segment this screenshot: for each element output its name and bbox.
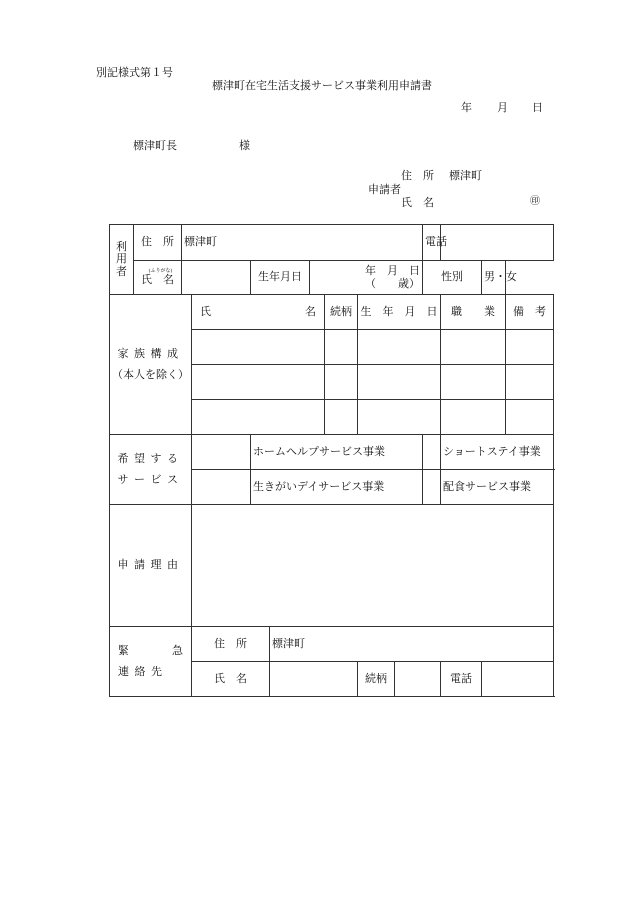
emergency-name-label: 氏 名 xyxy=(192,662,270,697)
family-col-birth: 生 年 月 日 xyxy=(358,295,441,330)
applicant-role-label: 申請者 xyxy=(368,183,401,196)
family-header-row xyxy=(110,295,554,330)
family-col-relation: 続柄 xyxy=(325,295,358,330)
service-checkbox-shortstay[interactable] xyxy=(423,435,441,470)
family-relation-cell[interactable] xyxy=(325,365,358,400)
emergency-address-label: 住 所 xyxy=(192,627,270,662)
emergency-phone-field[interactable] xyxy=(482,662,554,697)
family-birth-cell[interactable] xyxy=(358,365,441,400)
applicant-name-label: 氏 名 xyxy=(401,196,434,209)
seal-mark: ㊞ xyxy=(530,196,540,207)
document-title: 標津町在宅生活支援サービス事業利用申請書 xyxy=(212,79,432,92)
user-name-field[interactable] xyxy=(182,261,251,295)
user-group-label: 利 用 者 xyxy=(110,225,134,295)
user-phone-label: 電話 xyxy=(423,225,441,261)
user-birth-label: 生年月日 xyxy=(251,261,310,295)
user-birth-field[interactable]: 年 月 日 （ 歳） xyxy=(310,261,423,295)
service-checkbox-homehelp[interactable] xyxy=(192,435,251,470)
date-day-label: 日 xyxy=(532,101,543,114)
emergency-name-field[interactable] xyxy=(270,662,358,697)
family-name-cell[interactable] xyxy=(192,400,325,435)
user-sex-field[interactable]: 男・女 xyxy=(482,261,506,295)
user-sex-label: 性別 xyxy=(423,261,482,295)
family-col-name: 氏 名 xyxy=(192,295,325,330)
date-month-label: 月 xyxy=(497,101,508,114)
date-year-label: 年 xyxy=(461,101,472,114)
family-relation-cell[interactable] xyxy=(325,330,358,365)
reason-label: 申請理由 xyxy=(110,505,192,627)
furigana-label: (ふりがな) xyxy=(148,267,173,274)
family-name-cell[interactable] xyxy=(192,330,325,365)
family-job-cell[interactable] xyxy=(441,400,506,435)
emergency-relation-label: 続柄 xyxy=(358,662,395,697)
family-note-cell[interactable] xyxy=(506,400,554,435)
service-item-shortstay: ショートステイ事業 xyxy=(441,435,554,470)
user-name-row xyxy=(110,261,554,295)
applicant-address-value: 標津町 xyxy=(449,169,482,182)
service-row-1 xyxy=(110,435,554,470)
user-address-field[interactable]: 標津町 xyxy=(182,225,423,261)
form-number: 別記様式第１号 xyxy=(96,66,173,79)
family-job-cell[interactable] xyxy=(441,365,506,400)
family-relation-cell[interactable] xyxy=(325,400,358,435)
service-item-dayservice: 生きがいデイサービス事業 xyxy=(251,470,423,505)
user-name-label: 氏 名 xyxy=(141,272,174,286)
family-birth-cell[interactable] xyxy=(358,330,441,365)
family-section-label: 家族構成 （本人を除く） xyxy=(110,295,192,435)
family-name-cell[interactable] xyxy=(192,365,325,400)
reason-field[interactable] xyxy=(192,505,554,627)
user-address-label: 住 所 xyxy=(134,225,182,261)
service-item-homehelp: ホームヘルプサービス事業 xyxy=(251,435,423,470)
addressee-honorific: 様 xyxy=(239,139,250,152)
application-form-table xyxy=(109,224,554,697)
addressee-name: 標津町長 xyxy=(133,139,177,152)
family-note-cell[interactable] xyxy=(506,365,554,400)
user-name-label-cell xyxy=(134,261,182,295)
reason-row xyxy=(110,505,554,627)
user-phone-field[interactable] xyxy=(441,225,554,261)
service-item-meal: 配食サービス事業 xyxy=(441,470,554,505)
service-section-label: 希望する サービス xyxy=(110,435,192,505)
emergency-relation-field[interactable] xyxy=(395,662,441,697)
service-checkbox-dayservice[interactable] xyxy=(192,470,251,505)
family-birth-cell[interactable] xyxy=(358,400,441,435)
family-job-cell[interactable] xyxy=(441,330,506,365)
family-col-job: 職 業 xyxy=(441,295,506,330)
emergency-section-label: 緊 急 連絡先 xyxy=(110,627,192,697)
service-checkbox-meal[interactable] xyxy=(423,470,441,505)
family-col-note: 備 考 xyxy=(506,295,554,330)
user-address-row xyxy=(110,225,554,261)
emergency-address-row xyxy=(110,627,554,662)
emergency-address-field[interactable]: 標津町 xyxy=(270,627,554,662)
emergency-phone-label: 電話 xyxy=(441,662,482,697)
applicant-address-label: 住 所 xyxy=(401,169,434,182)
family-note-cell[interactable] xyxy=(506,330,554,365)
